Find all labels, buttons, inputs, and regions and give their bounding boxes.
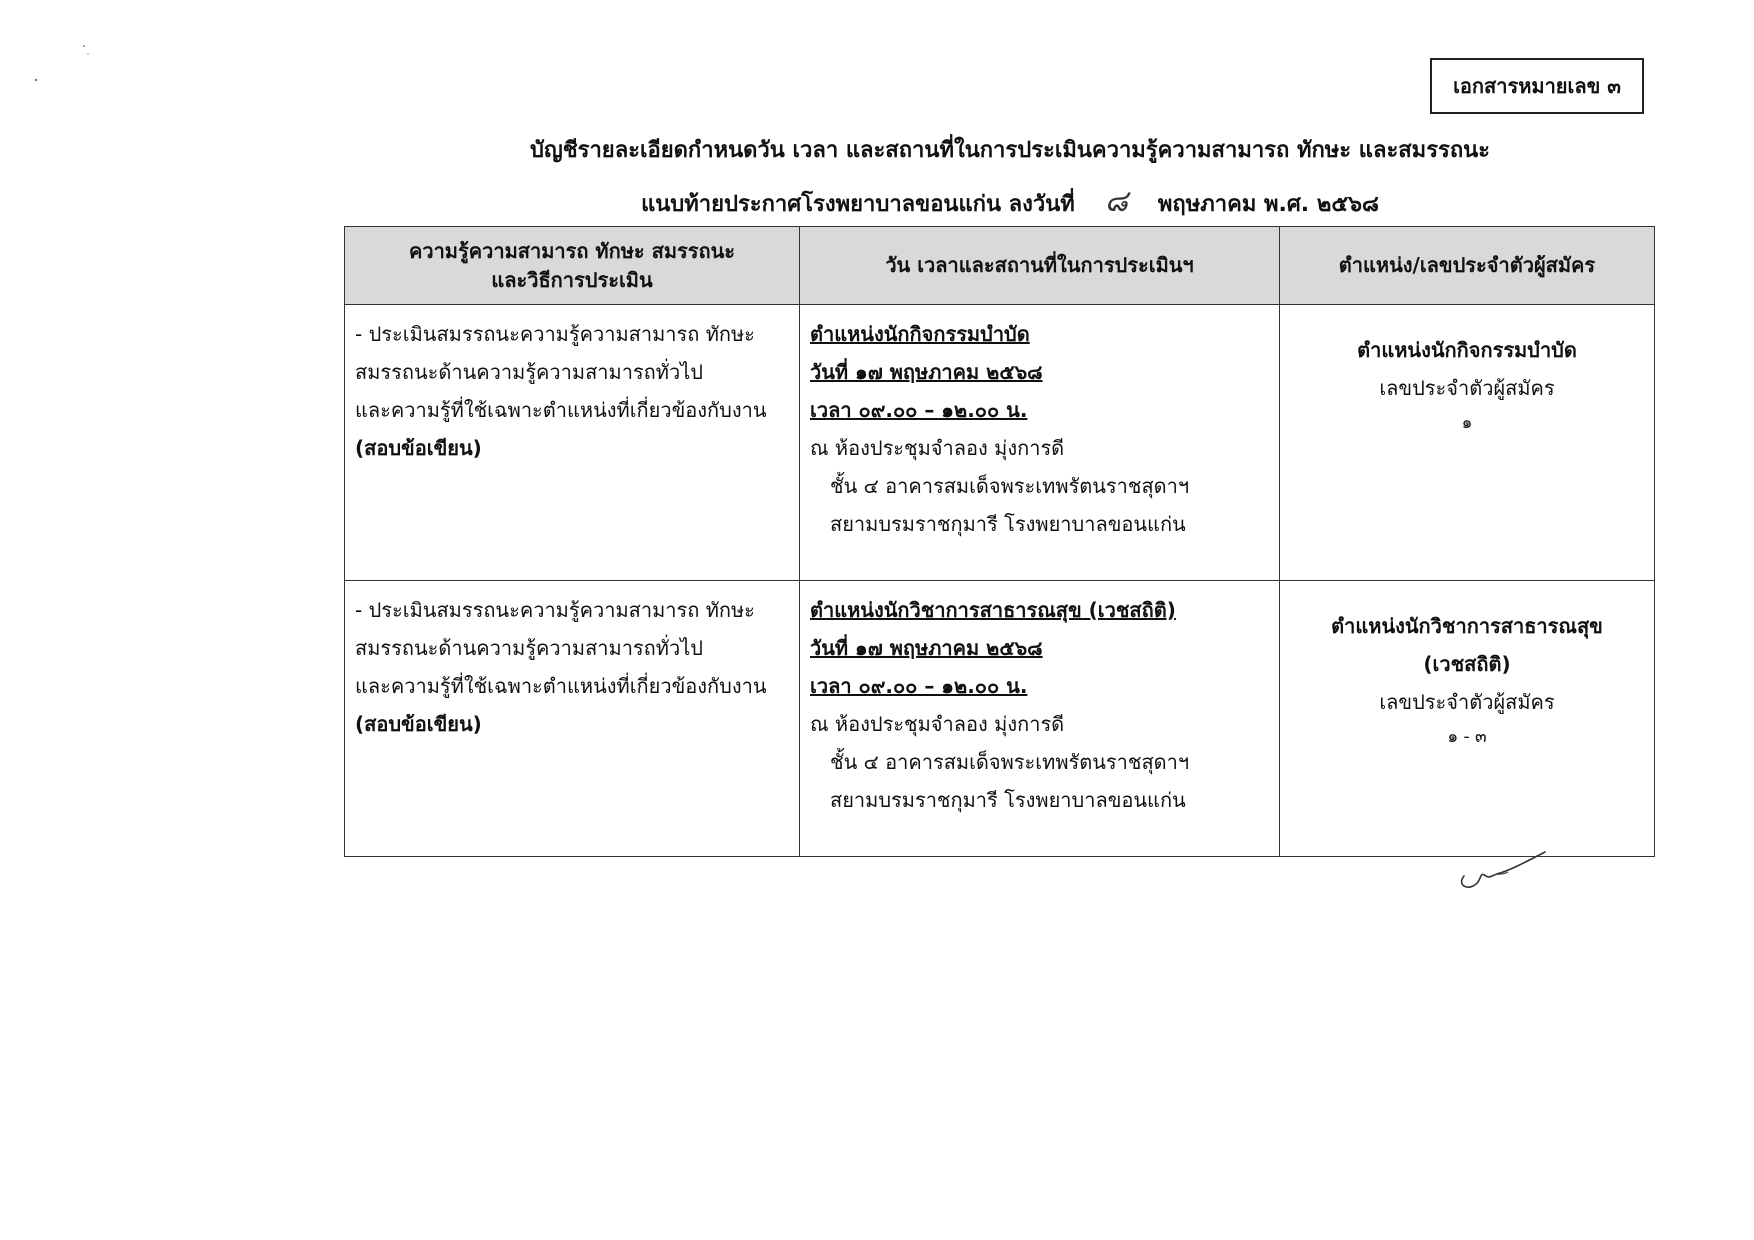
schedule-date: วันที่ ๑๗ พฤษภาคม ๒๕๖๘	[810, 636, 1043, 660]
method-line: - ประเมินสมรรถนะความรู้ความสามารถ ทักษะ	[355, 322, 755, 346]
document-title-line1: บัญชีรายละเอียดกำหนดวัน เวลา และสถานที่ในการประเมินความรู้ความสามารถ ทักษะ และสมรรถนะ	[530, 138, 1490, 163]
applicant-cell	[1280, 305, 1655, 581]
schedule-cell	[800, 305, 1280, 581]
schedule-place: สยามบรมราชกุมารี โรงพยาบาลขอนแก่น	[830, 788, 1186, 812]
applicant-position-sub: (เวชสถิติ)	[1423, 652, 1511, 676]
table-row	[345, 581, 1655, 857]
schedule-time: เวลา ๐๙.๐๐ – ๑๒.๐๐ น.	[810, 398, 1028, 422]
document-title-line2	[300, 178, 1720, 225]
method-line: สมรรถนะด้านความรู้ความสามารถทั่วไป	[355, 636, 703, 660]
handwritten-signature-icon	[1450, 846, 1550, 896]
schedule-date: วันที่ ๑๗ พฤษภาคม ๒๕๖๘	[810, 360, 1043, 384]
table-row	[345, 305, 1655, 581]
method-cell	[345, 581, 800, 857]
header-method	[345, 227, 800, 305]
schedule-position-title: ตำแหน่งนักวิชาการสาธารณสุข (เวชสถิติ)	[810, 598, 1176, 622]
applicant-cell	[1280, 581, 1655, 857]
table-header-row	[345, 227, 1655, 305]
schedule-table	[344, 226, 1655, 857]
method-line: สมรรถนะด้านความรู้ความสามารถทั่วไป	[355, 360, 703, 384]
header-schedule: วัน เวลาและสถานที่ในการประเมินฯ	[800, 227, 1280, 305]
applicant-position: ตำแหน่งนักวิชาการสาธารณสุข	[1331, 614, 1603, 638]
schedule-place: ชั้น ๔ อาคารสมเด็จพระเทพรัตนราชสุดาฯ	[830, 474, 1190, 498]
header-applicant: ตำแหน่ง/เลขประจำตัวผู้สมัคร	[1280, 227, 1655, 305]
schedule-position-title: ตำแหน่งนักกิจกรรมบำบัด	[810, 322, 1030, 346]
schedule-cell	[800, 581, 1280, 857]
title-line2-prefix: แนบท้ายประกาศโรงพยาบาลขอนแก่น ลงวันที่	[641, 192, 1075, 217]
schedule-time: เวลา ๐๙.๐๐ – ๑๒.๐๐ น.	[810, 674, 1028, 698]
applicant-position: ตำแหน่งนักกิจกรรมบำบัด	[1357, 338, 1577, 362]
method-type: (สอบข้อเขียน)	[355, 712, 482, 736]
header-method-line2: และวิธีการประเมิน	[491, 267, 653, 292]
applicant-label: เลขประจำตัวผู้สมัคร	[1379, 690, 1555, 714]
title-line2-suffix: พฤษภาคม พ.ศ. ๒๕๖๘	[1157, 192, 1379, 217]
method-line: และความรู้ที่ใช้เฉพาะตำแหน่งที่เกี่ยวข้องกับงาน	[355, 398, 767, 422]
applicant-numbers: ๑ - ๓	[1447, 727, 1487, 747]
schedule-place: ณ ห้องประชุมจำลอง มุ่งการดี	[810, 712, 1065, 736]
method-cell	[345, 305, 800, 581]
header-method-line1: ความรู้ความสามารถ ทักษะ สมรรถนะ	[408, 238, 736, 263]
applicant-label: เลขประจำตัวผู้สมัคร	[1379, 376, 1555, 400]
scan-specks	[30, 40, 100, 90]
title-handwritten-day: ๘	[1104, 184, 1128, 219]
schedule-place: สยามบรมราชกุมารี โรงพยาบาลขอนแก่น	[830, 512, 1186, 536]
method-line: และความรู้ที่ใช้เฉพาะตำแหน่งที่เกี่ยวข้องกับงาน	[355, 674, 767, 698]
schedule-place: ณ ห้องประชุมจำลอง มุ่งการดี	[810, 436, 1065, 460]
document-number-box: เอกสารหมายเลข ๓	[1430, 58, 1644, 114]
schedule-place: ชั้น ๔ อาคารสมเด็จพระเทพรัตนราชสุดาฯ	[830, 750, 1190, 774]
method-type: (สอบข้อเขียน)	[355, 436, 482, 460]
applicant-numbers: ๑	[1461, 413, 1473, 433]
method-line: - ประเมินสมรรถนะความรู้ความสามารถ ทักษะ	[355, 598, 755, 622]
